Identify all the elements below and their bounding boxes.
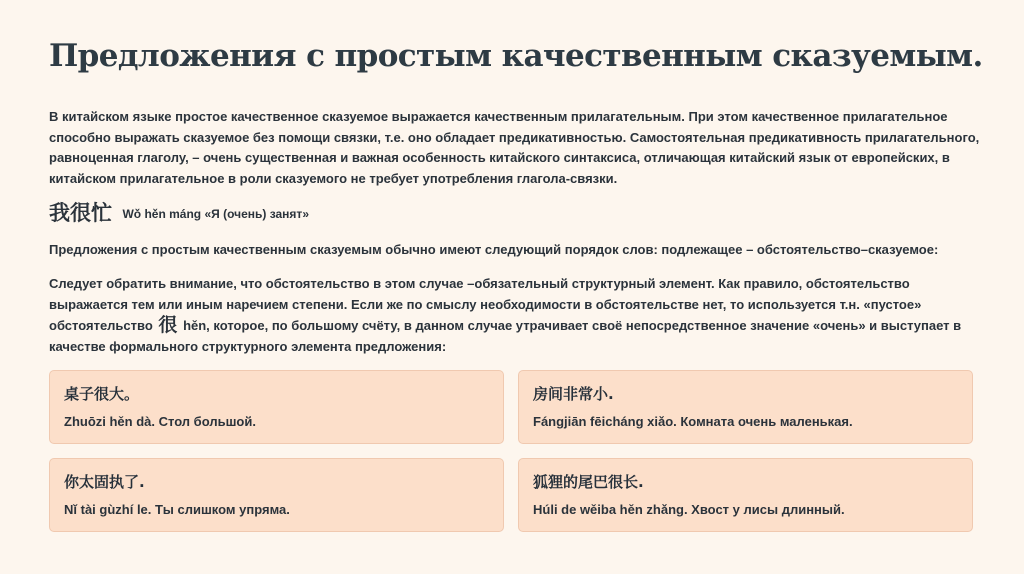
- card-chinese: 你太固执了.: [64, 473, 145, 491]
- intro-paragraph: В китайском языке простое качественное сказуемое выражается качественным прилагательным. При этом качественное прилагательное способно выражать сказуемое без помощи связки, т.е. оно обладает предикативностью. Самостоятельная предикативность прилагательного, равноценная глаголу, – очень существенная и важная особенность китайского синтаксиса, отличающая китайский язык от европейских, в китайском прилагательное в роли сказуемого не требует употребления глагола-связки.: [49, 109, 980, 186]
- example-card: [49, 458, 504, 532]
- card-translation: Nǐ tài gùzhí le. Ты слишком упряма.: [64, 502, 290, 517]
- card-translation: Húli de wěiba hěn zhǎng. Хвост у лисы длинный.: [533, 502, 845, 517]
- card-translation: Fángjiān fēicháng xiǎo. Комната очень маленькая.: [533, 414, 853, 429]
- example-transliteration: Wǒ hěn máng «Я (очень) занят»: [122, 207, 309, 221]
- card-chinese: 房间非常小.: [533, 385, 614, 403]
- example-card: [518, 370, 973, 444]
- word-order-paragraph: Предложения с простым качественным сказуемым обычно имеют следующий порядок слов: подлежащее – обстоятельство–сказуемое:: [49, 242, 939, 257]
- note-text-before: Следует обратить внимание, что обстоятельство в этом случае –обязательный структурный элемент. Как правило, обстоятельство выражается тем или иным наречием степени. Если же по смыслу необходимости в обстоятельстве нет, то используется т.н. «пустое» обстоятельство: [49, 276, 922, 333]
- example-card: [518, 458, 973, 532]
- example-card: [49, 370, 504, 444]
- page-title: Предложения с простым качественным сказуемым.: [49, 38, 983, 74]
- example-chinese: 我很忙: [49, 201, 112, 225]
- note-paragraph: [49, 274, 984, 357]
- note-text-after: hěn, которое, по большому счёту, в данном случае утрачивает своё непосредственное значение «очень» и выступает в качестве формального структурного элемента предложения:: [49, 318, 962, 354]
- card-translation: Zhuōzi hěn dà. Стол большой.: [64, 414, 256, 429]
- example-line: [49, 197, 309, 227]
- note-chinese-char: 很: [158, 314, 178, 336]
- card-chinese: 桌子很大。: [64, 385, 140, 403]
- card-chinese: 狐狸的尾巴很长.: [533, 473, 644, 491]
